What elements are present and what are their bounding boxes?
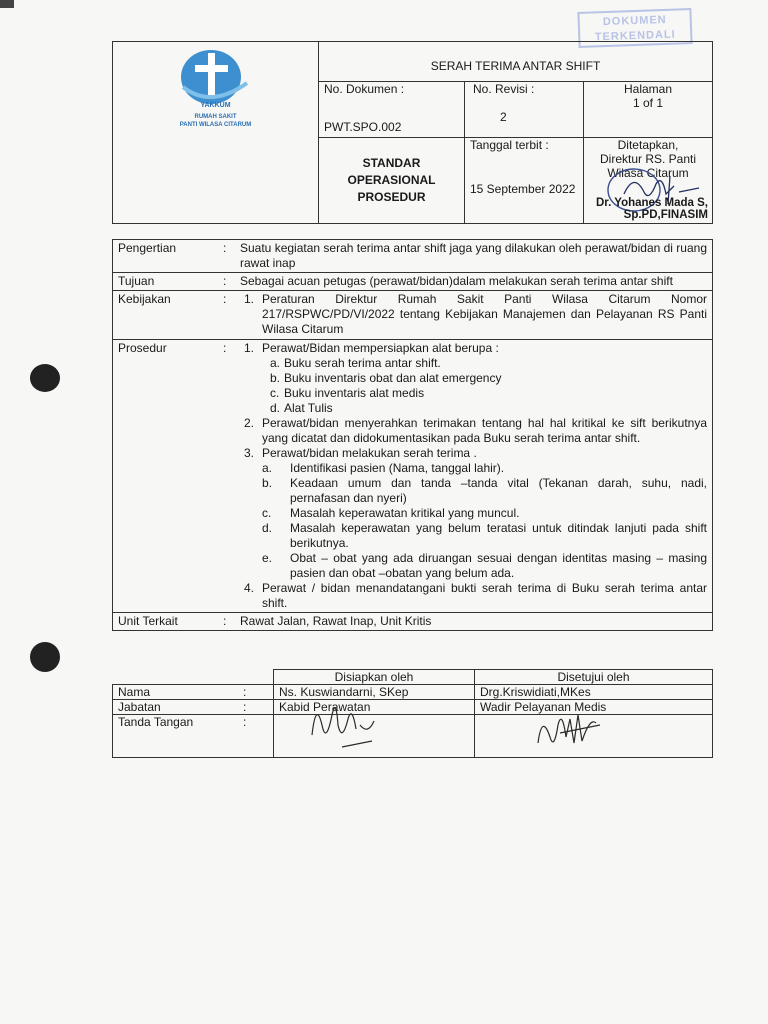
prosedur-step-1: Perawat/Bidan mempersiapkan alat berupa : — [262, 341, 499, 355]
colon: : — [223, 613, 235, 631]
colon: : — [223, 273, 235, 291]
prosedur-step-1a: Buku serah terima antar shift. — [284, 356, 441, 370]
director-name: Dr. Yohanes Mada S, Sp.PD,FINASIM — [595, 197, 708, 221]
label-tujuan: Tujuan — [113, 273, 224, 291]
punch-hole-top — [30, 364, 60, 392]
row-kebijakan — [113, 291, 713, 340]
prepared-name: Ns. Kuswiandarni, SKep — [274, 685, 475, 700]
page-cell — [584, 82, 713, 138]
prosedur-step-3b: Keadaan umum dan tanda –tanda vital (Tekanan darah, suhu, nadi, pernafasan dan nyeri) — [290, 476, 707, 505]
doc-no-label: No. Dokumen : — [324, 82, 405, 96]
label-nama: Nama — [113, 685, 244, 700]
prosedur-step-3e: Obat – obat yang ada diruangan sesuai dengan identitas masing – masing pasien dan obat –obatan yang belum ada. — [290, 551, 707, 580]
approved-signature-icon — [530, 703, 610, 759]
value-prosedur: 1. Perawat/Bidan mempersiapkan alat berupa : a. Buku serah terima antar shift. b. Buku inventaris obat dan alat emergency c. Buku inventaris alat medis d. Alat Tulis 2. Perawat/bidan menyerahkan terimakan tentang hal hal kritikal ke sift berikutnya yang dicatat dan didokumentasikan pada Buku serah terima antar shift. 3. Perawat/bidan melakukan serah terima . a. Identifikasi pasien (Nama, tanggal lahir). b. Keadaan umum dan tanda –tanda vital (Tekanan darah, suhu, nadi, pernafasan dan nyeri) c. Masalah keperawatan kritikal yang muncul. d. Masalah keperawatan yang belum teratasi untuk ditindak lanjuti pada shift berikutnya. e. Obat – obat yang ada diruangan sesuai dengan identitas masing – masing pasien dan obat –obatan yang belum ada. 4. Perawat / bidan menandatangani bukti serah terima di Buku serah terima antar shift. — [235, 340, 713, 613]
colon: : — [243, 700, 274, 715]
prepared-signature-cell — [274, 715, 475, 758]
prosedur-step-4: Perawat / bidan menandatangani bukti serah terima di Buku serah terima antar shift. — [262, 581, 707, 610]
doc-no-value: PWT.SPO.002 — [324, 120, 402, 134]
approval-cell — [584, 138, 713, 224]
prosedur-step-1b: Buku inventaris obat dan alat emergency — [284, 371, 502, 385]
approved-name: Drg.Kriswidiati,MKes — [475, 685, 713, 700]
label-kebijakan: Kebijakan — [113, 291, 224, 340]
hospital-logo — [113, 42, 319, 224]
colon: : — [223, 291, 235, 340]
logo-line2: PANTI WILASA CITARUM — [179, 122, 252, 128]
issue-date-label: Tanggal terbit : — [470, 138, 549, 152]
prosedur-step-3d: Masalah keperawatan yang belum teratasi untuk ditindak lanjuti pada shift berikutnya. — [290, 521, 707, 550]
prosedur-step-2: Perawat/bidan menyerahkan terimakan tentang hal hal kritikal ke sift berikutnya yang dicatat dan didokumentasikan pada Buku serah terima antar shift. — [262, 416, 707, 445]
colon: : — [243, 685, 274, 700]
document-header — [112, 41, 713, 224]
value-unit-terkait: Rawat Jalan, Rawat Inap, Unit Kritis — [235, 613, 713, 631]
logo-ring-text: YAKKUM — [200, 102, 231, 109]
approval-label: Ditetapkan, — [617, 138, 679, 152]
row-prosedur — [113, 340, 713, 613]
colon: : — [223, 340, 235, 613]
doc-no-cell — [319, 82, 465, 138]
signature-table — [112, 669, 713, 758]
prosedur-step-3a: Identifikasi pasien (Nama, tanggal lahir). — [290, 461, 505, 475]
page-label: Halaman — [623, 82, 673, 96]
punch-hole-bottom — [30, 642, 60, 672]
revision-cell — [465, 82, 584, 138]
value-tujuan: Sebagai acuan petugas (perawat/bidan)dalam melakukan serah terima antar shift — [235, 273, 713, 291]
prosedur-step-1d: Alat Tulis — [284, 401, 333, 415]
sop-title — [319, 138, 465, 224]
prepared-by-header: Disiapkan oleh — [274, 670, 475, 685]
logo-line1: RUMAH SAKIT — [194, 114, 237, 120]
controlled-document-stamp: DOKUMEN TERKENDALI — [577, 8, 692, 48]
approved-position: Wadir Pelayanan Medis — [475, 700, 713, 715]
prosedur-step-3c: Masalah keperawatan kritikal yang muncul. — [290, 506, 520, 520]
label-prosedur: Prosedur — [113, 340, 224, 613]
row-tujuan — [113, 273, 713, 291]
approved-signature-cell — [475, 715, 713, 758]
row-pengertian — [113, 240, 713, 273]
sop-title-line1: STANDAR OPERASIONAL — [347, 156, 436, 187]
value-pengertian: Suatu kegiatan serah terima antar shift jaga yang dilakukan oleh perawat/bidan di ruang rawat inap — [235, 240, 713, 273]
prosedur-step-3: Perawat/bidan melakukan serah terima . — [262, 446, 477, 460]
approved-by-header: Disetujui oleh — [475, 670, 713, 685]
label-jabatan: Jabatan — [113, 700, 244, 715]
procedure-table — [112, 239, 713, 631]
prosedur-step-1c: Buku inventaris alat medis — [284, 386, 425, 400]
kebijakan-item-1: Peraturan Direktur Rumah Sakit Panti Wilasa Citarum Nomor 217/RSPWC/PD/VI/2022 tentang Kebijakan Manajemen dan Pelayanan RS Panti Wilasa Citarum — [262, 292, 707, 336]
label-tanda-tangan: Tanda Tangan — [113, 715, 244, 758]
colon: : — [243, 715, 274, 758]
prepared-position: Kabid Perawatan — [274, 700, 475, 715]
revision-value: 2 — [500, 110, 507, 124]
row-unit-terkait — [113, 613, 713, 631]
approval-role: Direktur RS. Panti Wilasa Citarum — [599, 152, 697, 180]
page-value: 1 of 1 — [632, 96, 664, 110]
revision-label: No. Revisi : — [473, 82, 535, 96]
scan-corner-mark — [0, 0, 14, 8]
label-unit-terkait: Unit Terkait — [113, 613, 224, 631]
colon: : — [223, 240, 235, 273]
document-title: SERAH TERIMA ANTAR SHIFT — [319, 42, 713, 82]
label-pengertian: Pengertian — [113, 240, 224, 273]
value-kebijakan: 1. Peraturan Direktur Rumah Sakit Panti Wilasa Citarum Nomor 217/RSPWC/PD/VI/2022 tentang Kebijakan Manajemen dan Pelayanan RS Panti Wilasa Citarum — [235, 291, 713, 340]
issue-date-value: 15 September 2022 — [470, 182, 576, 196]
prepared-signature-icon — [302, 695, 392, 755]
sop-title-line2: PROSEDUR — [357, 190, 426, 204]
issue-date-cell — [465, 138, 584, 224]
